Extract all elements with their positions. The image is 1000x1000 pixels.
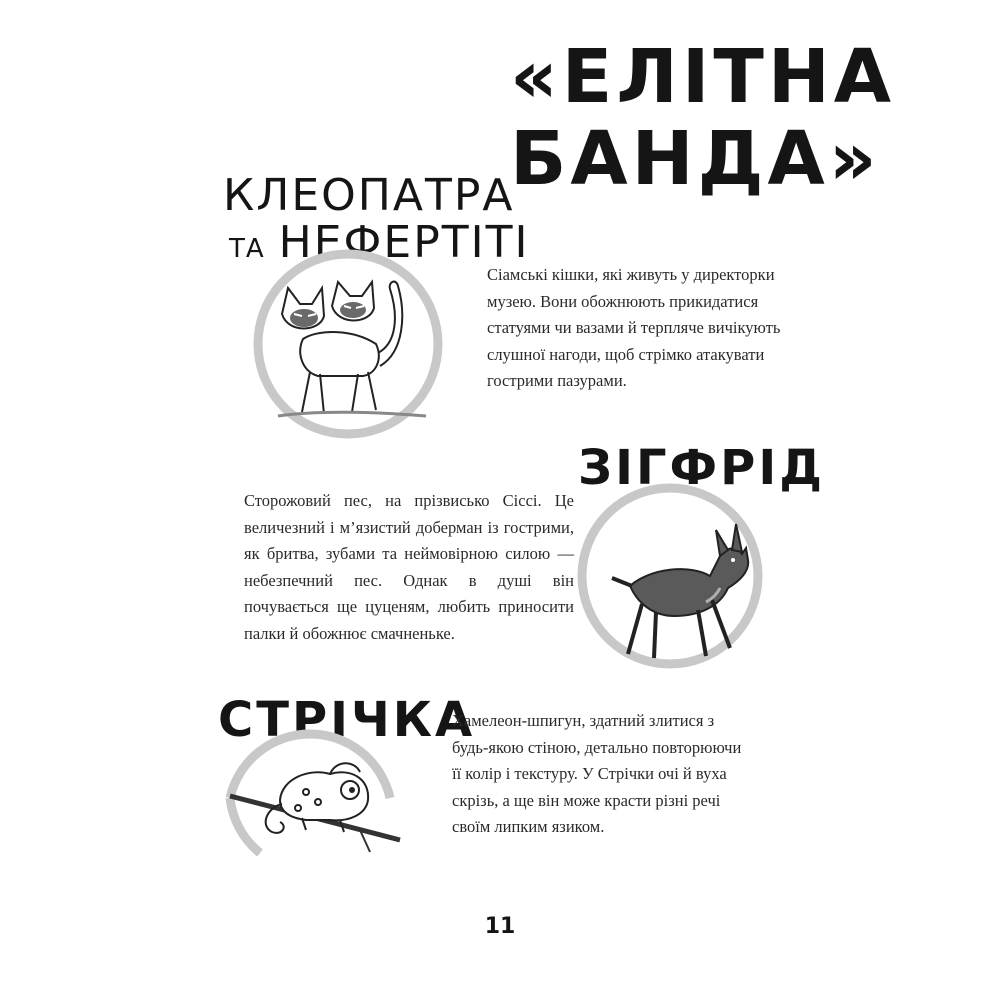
character-description-strichka: Хамелеон-шпигун, здатний злитися з будь-якою стіною, детально повторюючи її колір і текстуру. У Стрічки очі й вуха скрізь, а ще він може красти різні речі своїм липким язиком.	[452, 711, 742, 836]
character-heading-strichka: СТРІЧКА	[218, 692, 476, 748]
chameleon-icon	[210, 708, 410, 868]
character-description-cleopatra: Сіамські кішки, які живуть у директорки музею. Вони обожнюють прикидатися статуями чи вазами й терпляче вичікують слушної нагоди, щоб стрімко атакувати гострими пазурами.	[487, 265, 781, 390]
siamese-cats-icon	[248, 244, 448, 444]
page-title: «ЕЛІТНА БАНДА»	[510, 34, 896, 202]
heading-conjunction: ТА	[229, 234, 265, 264]
doberman-icon	[570, 476, 770, 676]
page-number: 11	[484, 914, 516, 939]
heading-nefertiti-name: НЕФЕРТІТІ	[278, 217, 530, 268]
character-heading-cleopatra: КЛЕОПАТРА	[223, 170, 515, 221]
character-heading-siegfried: ЗІГФРІД	[578, 440, 825, 496]
character-description-siegfried: Сторожовий пес, на прізвисько Сіссі. Це величезний і м’язистий доберман із гострими, як бритва, зубами та неймовірною силою — небезпечний пес. Однак в душі він почувається ще цуценям, любить приносити палки й обожнює смачненьке.	[244, 491, 574, 643]
